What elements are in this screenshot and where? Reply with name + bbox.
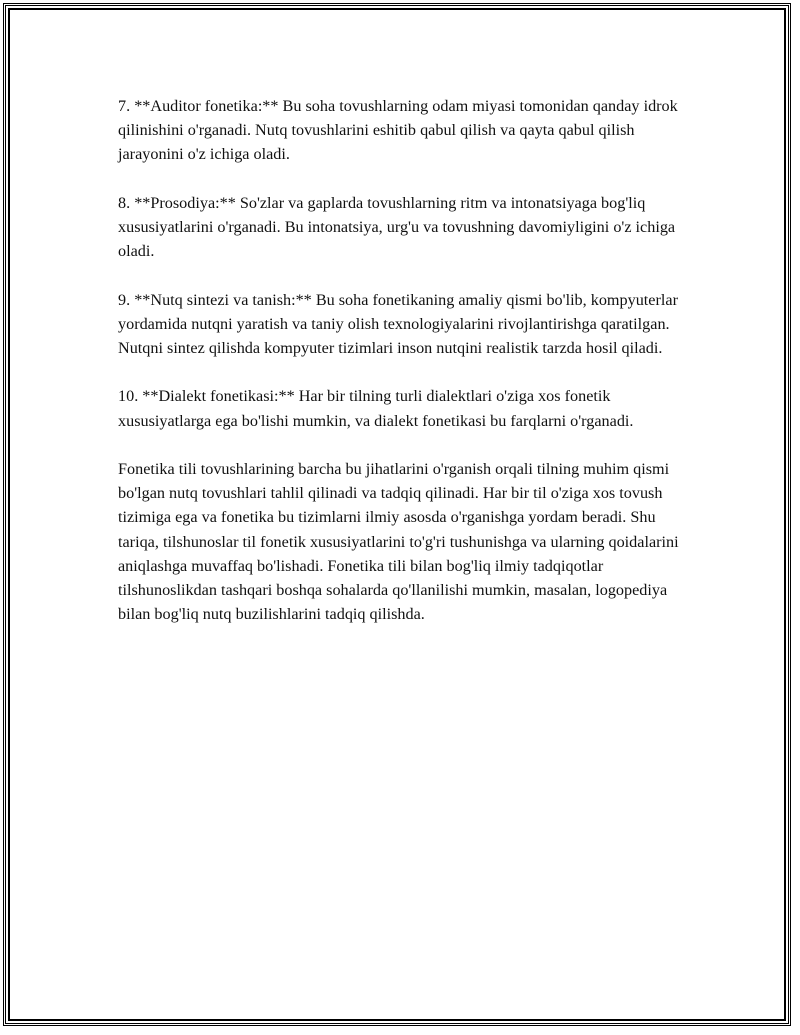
- paragraph-dialekt-fonetikasi: 10. **Dialekt fonetikasi:** Har bir tilning turli dialektlari o'ziga xos fonetik xususiyatlarga ega bo'lishi mumkin, va dialekt fonetikasi bu farqlarni o'rganadi.: [118, 387, 634, 430]
- paragraph-nutq-sintezi: 9. **Nutq sintezi va tanish:** Bu soha fonetikaning amaliy qismi bo'lib, kompyuterlar yordamida nutqni yaratish va taniy olish texnologiyalarini rivojlantirishga qaratilgan. Nutqni sintez qilishda kompyuter tizimlari inson nutqini realistik tarzda hosil qiladi.: [118, 290, 678, 357]
- paragraph-prosodiya: 8. **Prosodiya:** So'zlar va gaplarda tovushlarning ritm va intonatsiyaga bog'liq xususiyatlarini o'rganadi. Bu intonatsiya, urg'u va tovushning davomiyligini o'z ichiga oladi.: [118, 193, 676, 261]
- paragraph-conclusion: Fonetika tili tovushlarining barcha bu jihatlarini o'rganish orqali tilning muhim qismi bo'lgan nutq tovushlari tahlil qilinadi va tadqiq qilinadi. Har bir til o'ziga xos tovush tizimiga ega va fonetika bu tizimlarni ilmiy asosda o'rganishga yordam beradi. Shu tariqa, tilshunoslar til fonetik xususiyatlarini to'g'ri tushunishga va ularning qoidalarini aniqlashga muvaffaq bo'lishadi. Fonetika tili bilan bog'liq ilmiy tadqiqotlar tilshunoslikdan tashqari boshqa sohalarda qo'llanilishi mumkin, masalan, logopediya bilan bog'liq nutq buzilishlarini tadqiq qilishda.: [118, 459, 679, 624]
- paragraph-auditor-fonetika: 7. **Auditor fonetika:** Bu soha tovushlarning odam miyasi tomonidan qanday idrok qilinishini o'rganadi. Nutq tovushlarini eshitib qabul qilish va qayta qabul qilish jarayonini o'z ichiga oladi.: [118, 97, 678, 164]
- document-body: [118, 94, 688, 651]
